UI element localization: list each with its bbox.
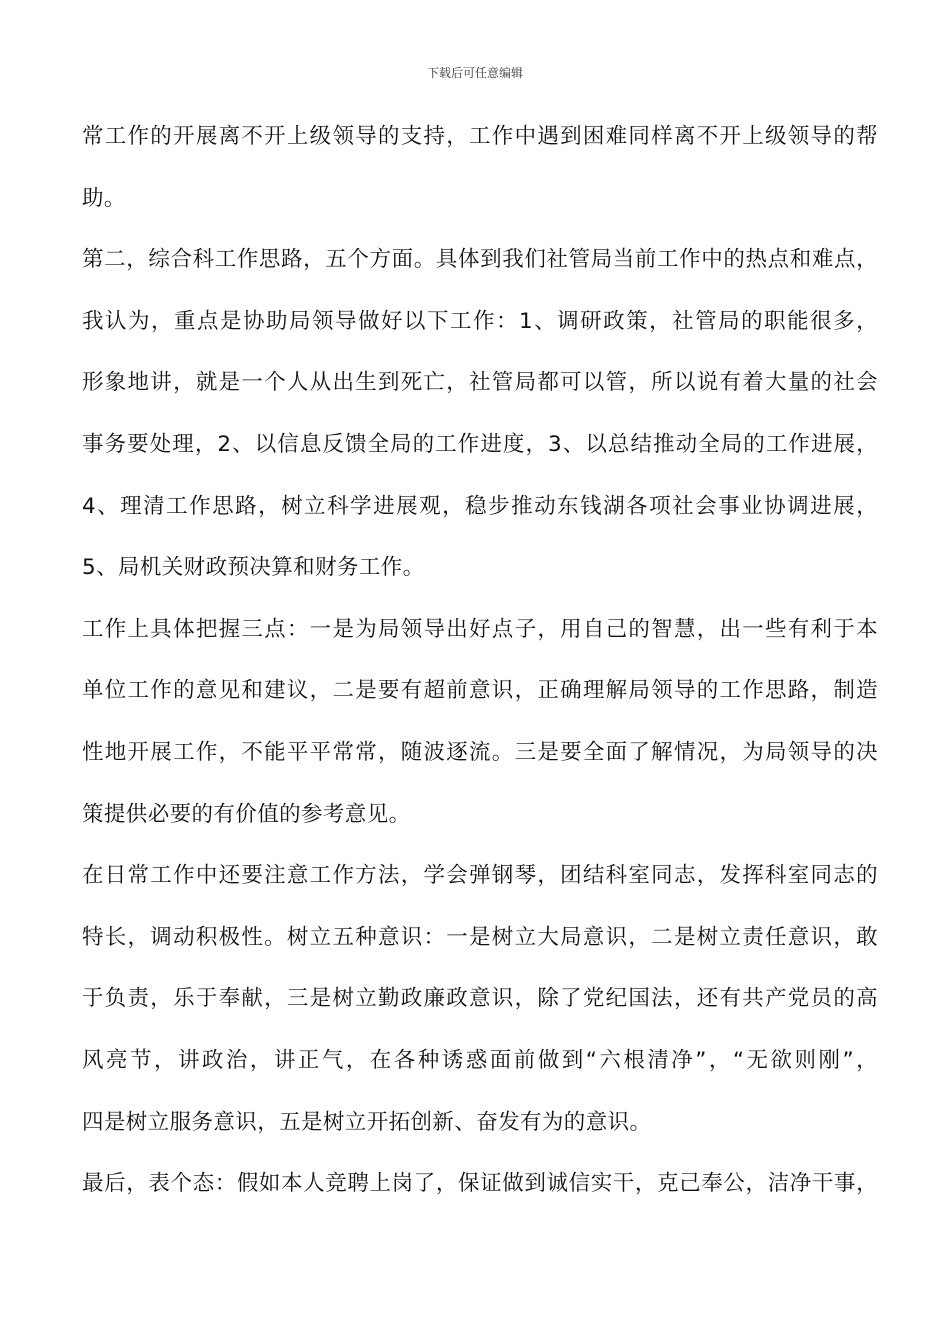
text-line: 5、局机关财政预决算和财务工作。 — [82, 555, 425, 581]
text-line: 助。 — [82, 185, 126, 211]
text-line: 于负责，乐于奉献，三是树立勤政廉政意识，除了党纪国法，还有共产党员的高 — [82, 986, 878, 1012]
page-header: 下载后可任意编辑 — [426, 66, 523, 80]
text-line: 单位工作的意见和建议，二是要有超前意识，正确理解局领导的工作思路，制造 — [82, 678, 878, 704]
document-body — [82, 106, 878, 1215]
text-line: 第二，综合科工作思路，五个方面。具体到我们社管局当前工作中的热点和难点， — [82, 247, 878, 273]
text-line: 在日常工作中还要注意工作方法，学会弹钢琴，团结科室同志，发挥科室同志的 — [82, 863, 878, 889]
text-line: 四是树立服务意识，五是树立开拓创新、奋发有为的意识。 — [82, 1109, 652, 1135]
text-line: 常工作的开展离不开上级领导的支持，工作中遇到困难同样离不开上级领导的帮 — [82, 124, 878, 149]
text-line: 我认为，重点是协助局领导做好以下工作：1、调研政策，社管局的职能很多， — [82, 308, 878, 334]
text-line: 事务要处理，2、以信息反馈全局的工作进度，3、以总结推动全局的工作进展， — [82, 431, 878, 457]
text-line: 形象地讲，就是一个人从出生到死亡，社管局都可以管，所以说有着大量的社会 — [82, 370, 878, 396]
text-line: 性地开展工作，不能平平常常，随波逐流。三是要全面了解情况，为局领导的决 — [82, 739, 878, 765]
text-line: 工作上具体把握三点：一是为局领导出好点子，用自己的智慧，出一些有利于本 — [82, 616, 878, 642]
text-line: 最后，表个态：假如本人竞聘上岗了，保证做到诚信实干，克己奉公，洁净干事， — [82, 1171, 878, 1197]
text-line: 策提供必要的有价值的参考意见。 — [82, 801, 411, 827]
text-line: 风亮节，讲政治，讲正气，在各种诱惑面前做到“六根清净”，“无欲则刚”， — [82, 1047, 878, 1073]
text-line: 特长，调动积极性。树立五种意识：一是树立大局意识，二是树立责任意识，敢 — [82, 924, 878, 950]
text-line: 4、理清工作思路，树立科学进展观，稳步推动东钱湖各项社会事业协调进展， — [82, 493, 878, 519]
